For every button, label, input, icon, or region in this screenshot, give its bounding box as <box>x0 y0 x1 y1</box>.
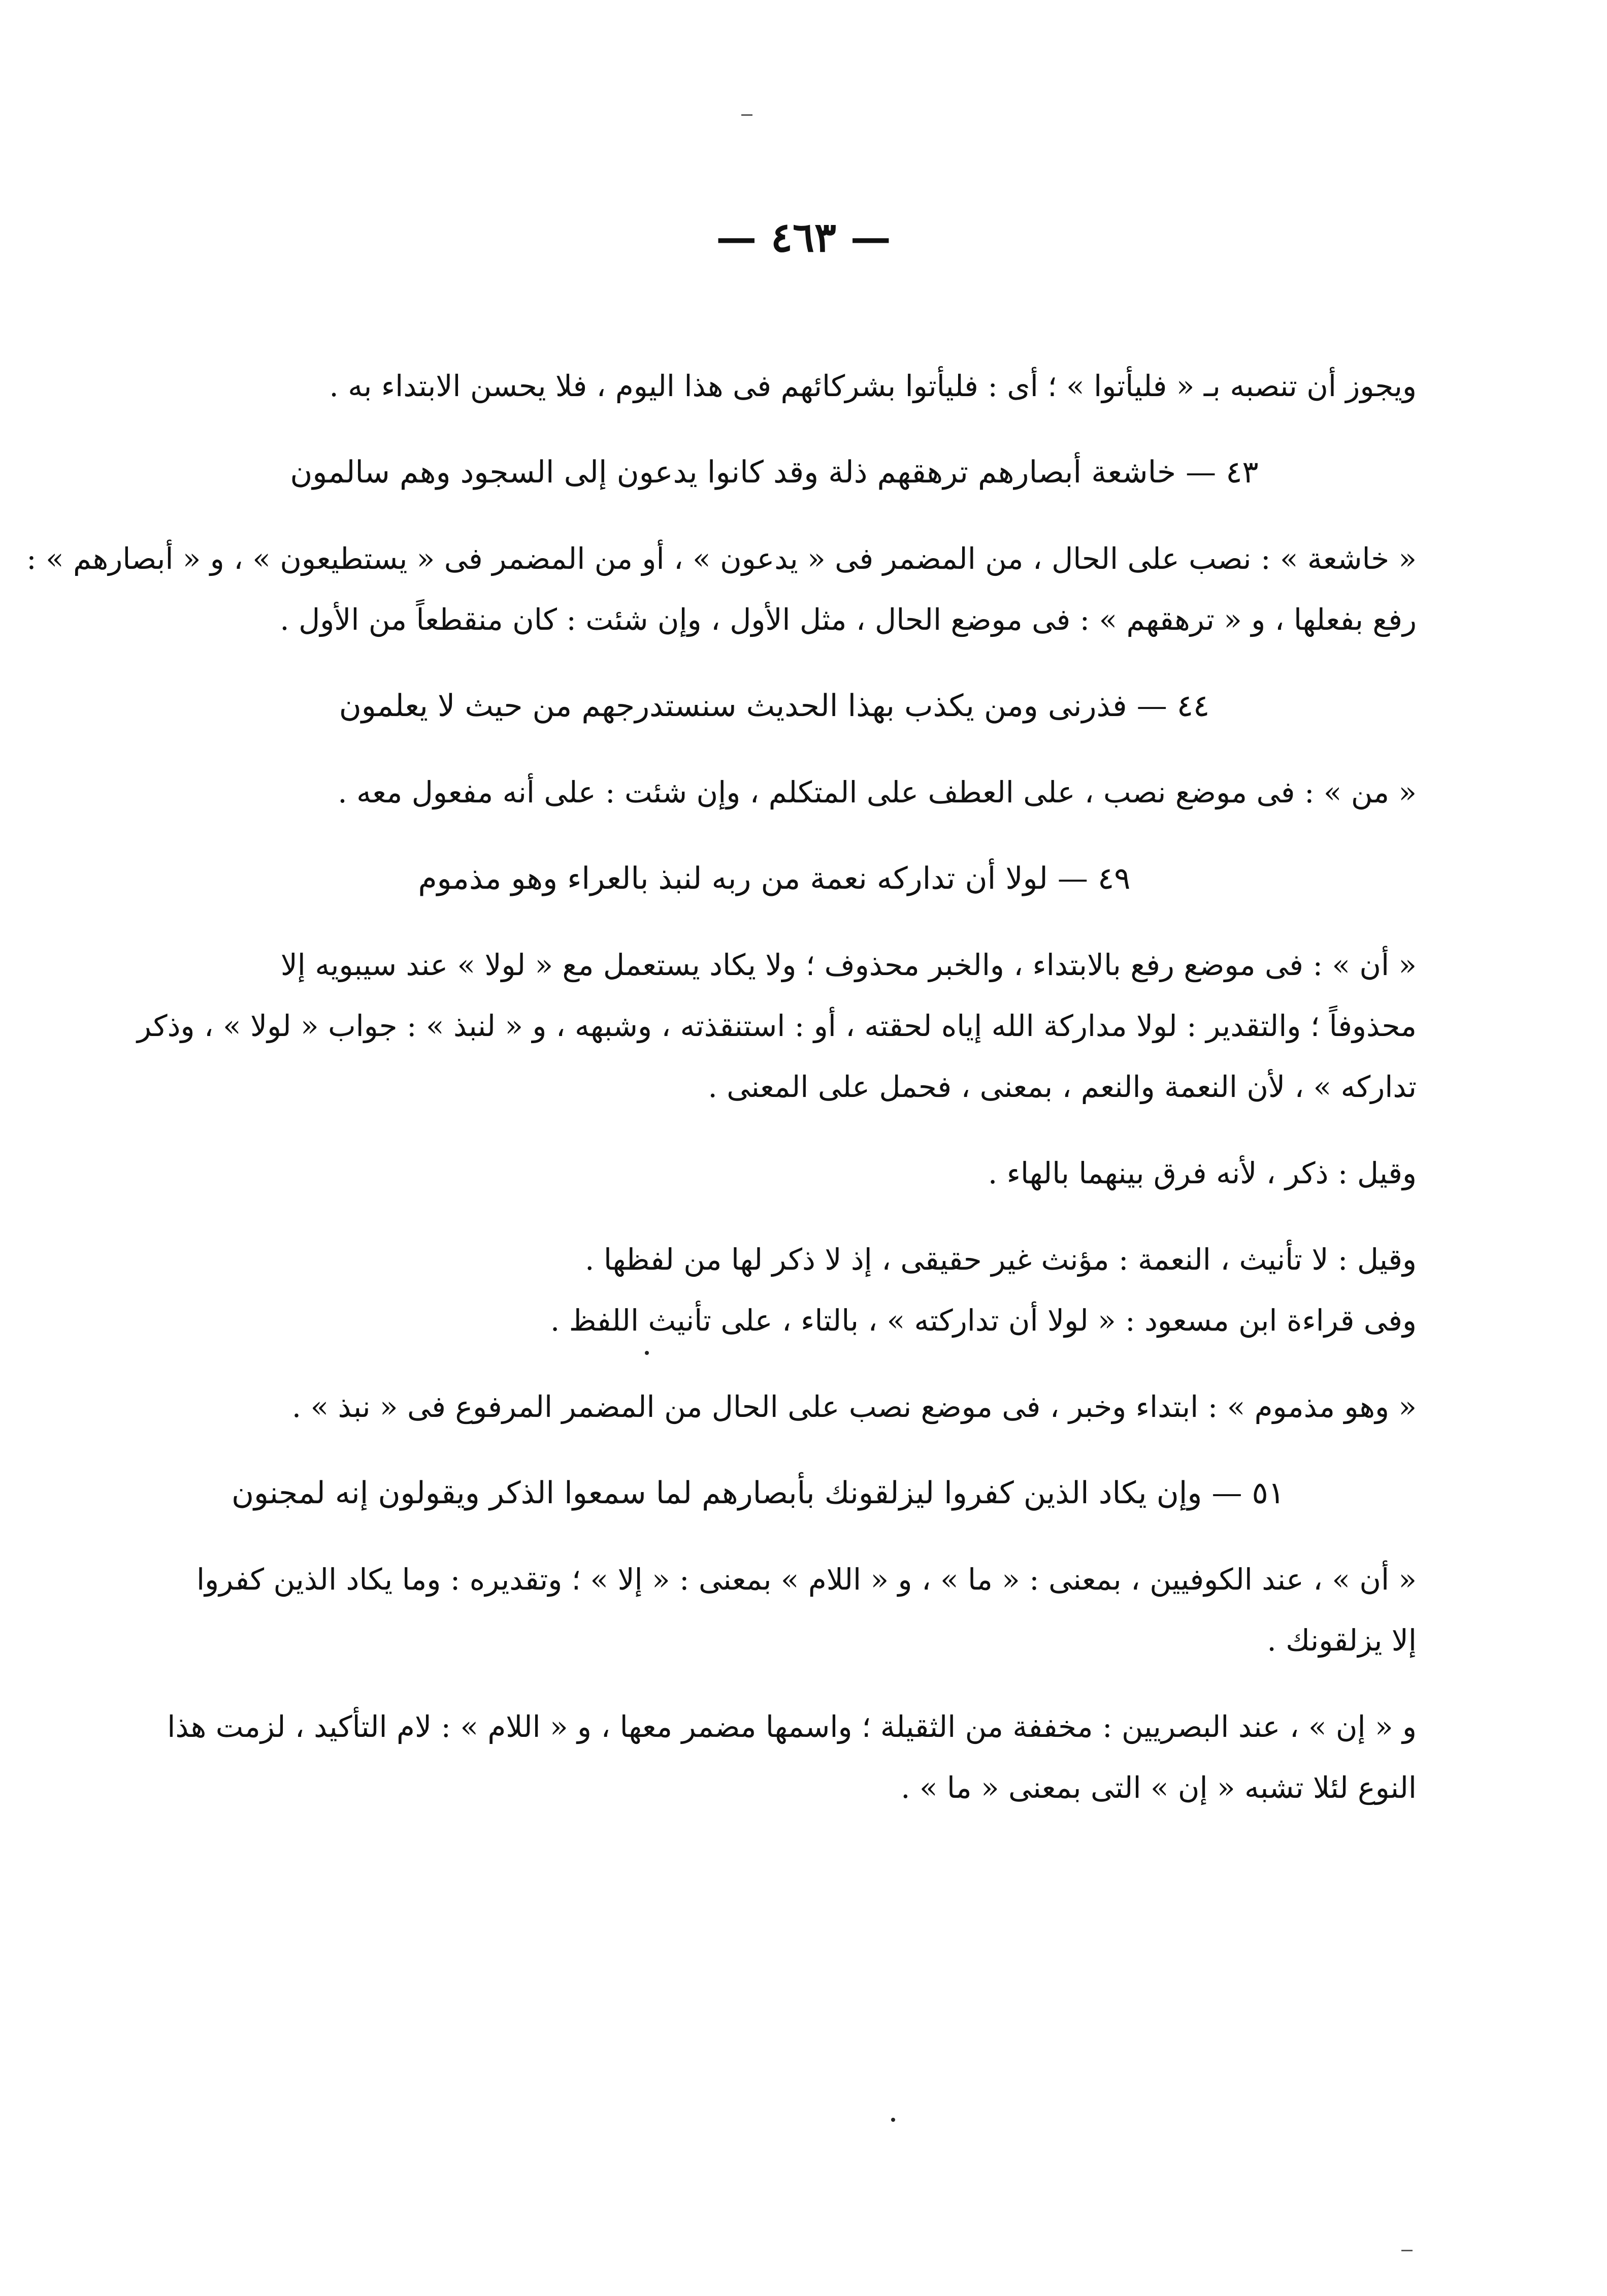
verse-line: ٤٣ — خاشعة أبصارهم ترهقهم ذلة وقد كانوا يدعون إلى السجود وهم سالمون <box>290 455 1259 490</box>
page-number: — ٤٦٣ — <box>716 213 891 261</box>
text-line: « أن » : فى موضع رفع بالابتداء ، والخبر محذوف ؛ ولا يكاد يستعمل مع « لولا » عند سيبويه إلا <box>280 948 1417 982</box>
text-line: تداركه » ، لأن النعمة والنعم ، بمعنى ، فحمل على المعنى . <box>708 1070 1417 1104</box>
text-line: « من » : فى موضع نصب ، على العطف على المتكلم ، وإن شئت : على أنه مفعول معه . <box>338 775 1417 810</box>
text-line: وفى قراءة ابن مسعود : « لولا أن تداركته » ، بالتاء ، على تأنيث اللفظ . <box>550 1303 1417 1338</box>
text-line: و « إن » ، عند البصريين : مخففة من الثقيلة ؛ واسمها مضمر معها ، و « اللام » : لام التأكيد ، لزمت هذا <box>167 1709 1417 1744</box>
text-line: وقيل : لا تأنيث ، النعمة : مؤنث غير حقيقى ، إذ لا ذكر لها من لفظها . <box>584 1242 1417 1277</box>
verse-line: ٤٤ — فذرنى ومن يكذب بهذا الحديث سنستدرجهم من حيث لا يعلمون <box>339 688 1210 724</box>
text-line: رفع بفعلها ، و « ترهقهم » : فى موضع الحال ، مثل الأول ، وإن شئت : كان منقطعاً من الأول . <box>280 602 1417 637</box>
body-text <box>26 355 1417 1818</box>
text-line: « خاشعة » : نصب على الحال ، من المضمر فى « يدعون » ، أو من المضمر فى « يستطيعون » ، و « أبصارهم » : <box>26 541 1417 576</box>
text-line: « وهو مذموم » : ابتداء وخبر ، فى موضع نصب على الحال من المضمر المرفوع فى « نبذ » . <box>291 1389 1417 1424</box>
scan-dot <box>645 1351 649 1355</box>
text-line: « أن » ، عند الكوفيين ، بمعنى : « ما » ، و « اللام » بمعنى : « إلا » ؛ وتقديره : وما يكاد الذين كفروا <box>196 1562 1417 1597</box>
scan-mark <box>1401 2250 1413 2251</box>
scan-mark <box>741 114 752 116</box>
text-line: وقيل : ذكر ، لأنه فرق بينهما بالهاء . <box>988 1156 1417 1190</box>
text-line: النوع لئلا تشبه « إن » التى بمعنى « ما » . <box>901 1770 1417 1805</box>
text-line: ويجوز أن تنصبه بـ « فليأتوا » ؛ أى : فليأتوا بشركائهم فى هذا اليوم ، فلا يحسن الابتداء به . <box>329 369 1417 403</box>
text-line: محذوفاً ؛ والتقدير : لولا مداركة الله إياه لحقته ، أو : استنقذته ، وشبهه ، و « لنبذ » : جواب « لولا » ، وذكر <box>137 1009 1417 1043</box>
text-line: إلا يزلقونك . <box>1267 1623 1417 1658</box>
scan-dot <box>891 2118 895 2122</box>
verse-line: ٤٩ — لولا أن تداركه نعمة من ربه لنبذ بالعراء وهو مذموم <box>418 861 1131 896</box>
verse-line: ٥١ — وإن يكاد الذين كفروا ليزلقونك بأبصارهم لما سمعوا الذكر ويقولون إنه لمجنون <box>231 1475 1285 1511</box>
